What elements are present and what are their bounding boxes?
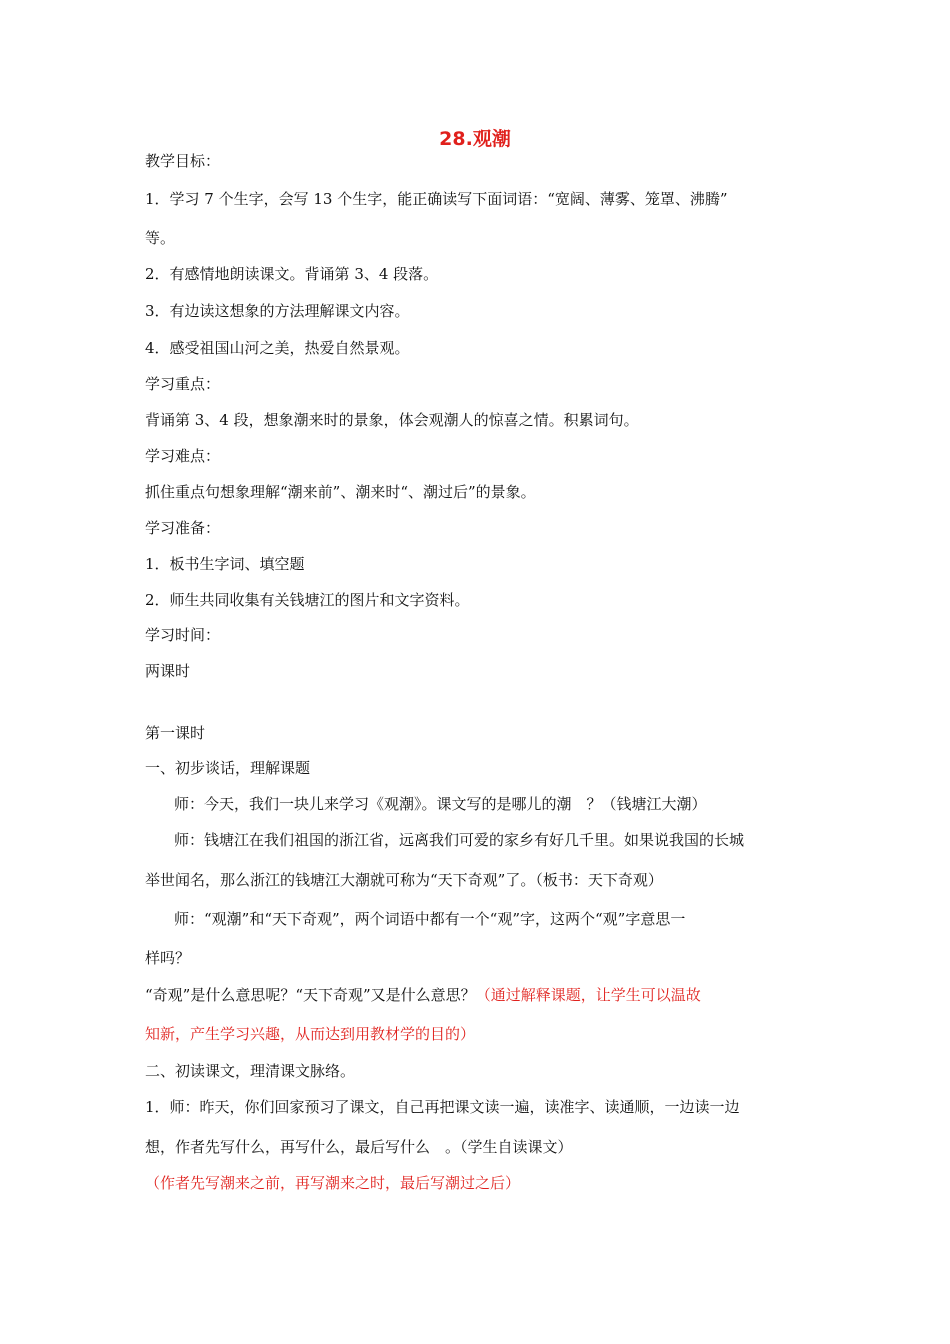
objective-1-line-2: 等。 — [145, 229, 176, 247]
paragraph-3-line-2: 样吗？ — [145, 949, 191, 967]
paragraph-4-note-end: 知新，产生学习兴趣，从而达到用教材学的目的） — [145, 1025, 476, 1043]
objectives-heading: 教学目标： — [145, 152, 221, 170]
objective-4: 4．感受祖国山河之美，热爱自然景观。 — [145, 339, 410, 357]
objective-1-line-1: 1．学习 7 个生字，会写 13 个生字，能正确读写下面词语：“宽阔、薄雾、笼罩、沸腾” — [145, 190, 728, 208]
key-points-heading: 学习重点： — [145, 375, 221, 393]
section2-heading: 二、初读课文，理清课文脉络。 — [145, 1062, 356, 1080]
time: 两课时 — [145, 662, 191, 680]
document-title: 28.观潮 — [439, 128, 511, 150]
objective-2: 2．有感情地朗读课文。背诵第 3、4 段落。 — [145, 265, 439, 283]
lesson1-heading: 第一课时 — [145, 724, 206, 742]
paragraph-2-line-2: 举世闻名，那么浙江的钱塘江大潮就可称为“天下奇观”了。（板书：天下奇观） — [145, 871, 663, 889]
preparation-2: 2．师生共同收集有关钱塘江的图片和文字资料。 — [145, 591, 470, 609]
paragraph-5-answer: （作者先写潮来之前，再写潮来之时，最后写潮过之后） — [145, 1174, 521, 1192]
paragraph-5-line-1: 1．师：昨天，你们回家预习了课文，自己再把课文读一遍，读准字、读通顺，一边读一边 — [145, 1098, 740, 1116]
paragraph-5-line-2: 想，作者先写什么，再写什么，最后写什么 。（学生自读课文） — [145, 1138, 573, 1156]
objective-3: 3．有边读这想象的方法理解课文内容。 — [145, 302, 410, 320]
paragraph-4-question: “奇观”是什么意思呢？“天下奇观”又是什么意思？ — [145, 986, 476, 1004]
paragraph-1: 师：今天，我们一块儿来学习《观潮》。课文写的是哪儿的潮 ？（钱塘江大潮） — [174, 795, 707, 813]
key-points: 背诵第 3、4 段，想象潮来时的景象，体会观潮人的惊喜之情。积累词句。 — [145, 411, 639, 429]
difficulty-heading: 学习难点： — [145, 447, 221, 465]
preparation-heading: 学习准备： — [145, 519, 221, 537]
time-heading: 学习时间： — [145, 626, 221, 644]
paragraph-4-line-1 — [145, 985, 815, 1005]
paragraph-4-note-start: （通过解释课题，让学生可以温故 — [475, 986, 701, 1004]
paragraph-3-line-1: 师：“观潮”和“天下奇观”，两个词语中都有一个“观”字，这两个“观”字意思一 — [174, 910, 686, 928]
paragraph-2-line-1: 师：钱塘江在我们祖国的浙江省，远离我们可爱的家乡有好几千里。如果说我国的长城 — [174, 831, 745, 849]
preparation-1: 1．板书生字词、填空题 — [145, 555, 305, 573]
section1-heading: 一、初步谈话，理解课题 — [145, 759, 311, 777]
difficulty: 抓住重点句想象理解“潮来前”、潮来时“、潮过后”的景象。 — [145, 483, 536, 501]
